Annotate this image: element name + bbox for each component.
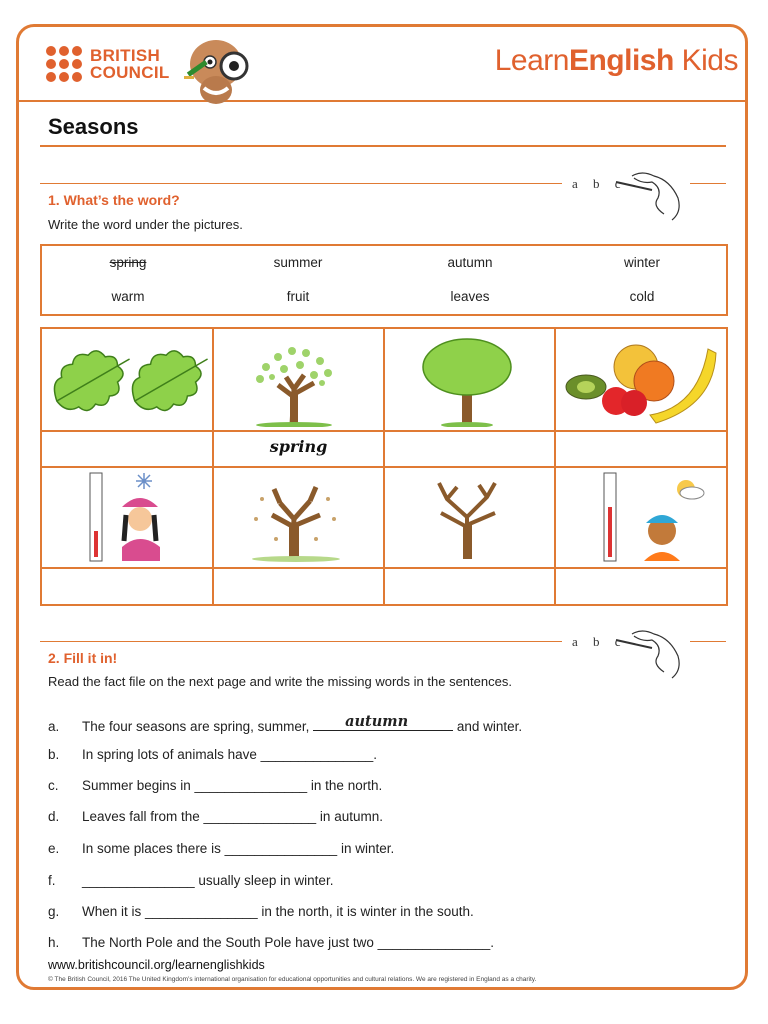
section2-rule xyxy=(40,641,562,642)
spring-tree-image xyxy=(216,337,380,427)
sentence-text: and winter. xyxy=(453,719,523,734)
sentence-text[interactable]: Summer begins in _______________ in the north. xyxy=(82,778,383,793)
cold-image xyxy=(82,471,182,563)
section1-instruction: Write the word under the pictures. xyxy=(48,217,243,232)
org-line1: BRITISH xyxy=(90,46,161,65)
picture-grid xyxy=(40,327,728,606)
winter-tree-image xyxy=(387,469,551,563)
word-item: cold xyxy=(629,289,655,304)
answer-cell[interactable]: spring xyxy=(269,437,328,456)
sentence-text[interactable]: _______________ usually sleep in winter. xyxy=(82,873,334,888)
learnenglish-kids-logo xyxy=(495,44,738,78)
word-item: autumn xyxy=(447,255,493,270)
fruit-image xyxy=(558,335,726,427)
word-item: leaves xyxy=(450,289,490,304)
sentence-letter: a. xyxy=(48,719,60,734)
section1-rule-end xyxy=(690,183,726,184)
sentence-letter: h. xyxy=(48,935,60,950)
section2-abc: a b c xyxy=(572,634,627,649)
sentence-b xyxy=(48,747,377,762)
grid-line xyxy=(212,329,214,604)
british-council-dots-icon xyxy=(46,46,82,82)
section2-rule-end xyxy=(690,641,726,642)
brand-english: English xyxy=(568,44,674,77)
british-council-logo xyxy=(46,46,170,82)
filled-answer: autumn xyxy=(345,713,409,730)
sentence-e xyxy=(48,841,394,856)
footer-copyright: © The British Council, 2016 The United Kingdom’s international organisation for educational opportunities and cultural relations. We are registered in England as a charity. xyxy=(48,976,537,983)
sentence-text[interactable]: The North Pole and the South Pole have just two _______________. xyxy=(82,935,495,950)
writing-hand-icon xyxy=(612,168,686,224)
autumn-tree-image xyxy=(216,469,380,563)
section2-heading: 2. Fill it in! xyxy=(48,650,118,666)
footer-url[interactable]: www.britishcouncil.org/learnenglishkids xyxy=(48,958,265,972)
header-divider xyxy=(18,100,748,102)
sentence-letter: d. xyxy=(48,809,60,824)
sentence-letter: c. xyxy=(48,778,59,793)
warm-image xyxy=(600,471,710,563)
grid-line xyxy=(383,329,385,604)
section1-heading: 1. What’s the word? xyxy=(48,192,180,208)
mascot-icon xyxy=(180,34,256,114)
sentence-text[interactable]: Leaves fall from the _______________ in autumn. xyxy=(82,809,383,824)
page-title: Seasons xyxy=(48,114,139,139)
sentence-h xyxy=(48,935,494,950)
sentence-d xyxy=(48,809,383,824)
sentence-letter: b. xyxy=(48,747,60,762)
org-line2: COUNCIL xyxy=(90,63,170,82)
grid-line xyxy=(554,329,556,604)
brand-kids: Kids xyxy=(673,44,738,77)
title-divider xyxy=(40,145,726,147)
sentence-text[interactable]: In some places there is _______________ in winter. xyxy=(82,841,395,856)
sentence-letter: e. xyxy=(48,841,60,856)
writing-hand-icon xyxy=(612,626,686,682)
word-item: spring xyxy=(109,255,147,270)
sentence-letter: f. xyxy=(48,873,56,888)
word-item: fruit xyxy=(286,289,310,304)
section1-abc: a b c xyxy=(572,176,627,191)
sentence-letter: g. xyxy=(48,904,60,919)
sentence-a xyxy=(48,713,523,734)
sentence-c xyxy=(48,778,382,793)
sentence-text: The four seasons are spring, summer, xyxy=(82,719,314,734)
summer-tree-image xyxy=(387,337,551,427)
section2-instruction: Read the fact file on the next page and write the missing words in the sentences. xyxy=(48,674,512,689)
word-item: summer xyxy=(273,255,323,270)
word-bank xyxy=(40,244,728,316)
leaves-image xyxy=(46,341,208,421)
word-item: warm xyxy=(111,289,145,304)
section1-rule xyxy=(40,183,562,184)
sentence-g xyxy=(48,904,474,919)
word-item: winter xyxy=(623,255,660,270)
filled-blank[interactable] xyxy=(313,713,453,734)
sentence-text[interactable]: In spring lots of animals have _______________. xyxy=(82,747,377,762)
sentence-text[interactable]: When it is _______________ in the north, it is winter in the south. xyxy=(82,904,474,919)
brand-learn: Learn xyxy=(494,44,569,77)
sentence-f xyxy=(48,873,333,888)
